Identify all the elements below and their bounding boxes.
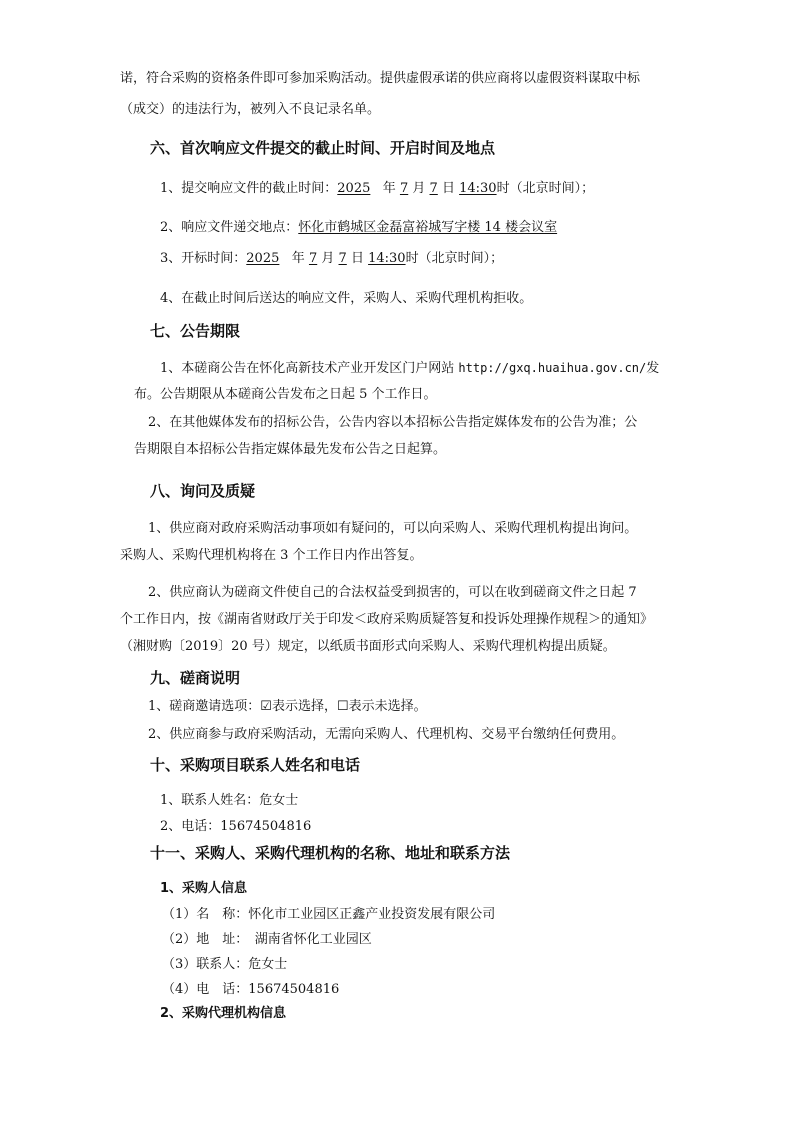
s8-item-2b: 个工作日内，按《湖南省财政厅关于印发＜政府采购质疑答复和投诉处理操作规程＞的通知》 bbox=[120, 612, 654, 627]
section-10-title: 十、采购项目联系人姓名和电话 bbox=[150, 756, 361, 774]
s6-item-3: 3、开标时间：2025 年 7 月 7 日 14:30时（北京时间）； bbox=[160, 251, 504, 266]
s8-item-1a: 1、供应商对政府采购活动事项如有疑问的，可以向采购人、采购代理机构提出询问。 bbox=[148, 521, 638, 536]
section-9-title: 九、磋商说明 bbox=[150, 669, 241, 687]
s6-item-4: 4、在截止时间后送达的响应文件，采购人、采购代理机构拒收。 bbox=[160, 291, 533, 306]
s11-subtitle-1: 1、采购人信息 bbox=[160, 881, 248, 896]
s6-i3-time: 14:30 bbox=[368, 251, 406, 266]
section-8-title: 八、询问及质疑 bbox=[150, 482, 256, 500]
unchecked-box-icon: ☐ bbox=[336, 699, 349, 714]
s10-item-1: 1、联系人姓名：危女士 bbox=[160, 793, 299, 808]
s6-i1-month: 7 bbox=[399, 181, 409, 196]
intro-line-2: （成交）的违法行为，被列入不良记录名单。 bbox=[120, 102, 381, 117]
s6-i1-time: 14:30 bbox=[459, 181, 497, 196]
s6-i3-day: 7 bbox=[338, 251, 347, 266]
s6-i1-year: 2025 bbox=[337, 181, 371, 196]
checked-box-icon: ☑ bbox=[260, 699, 272, 714]
s8-item-1b: 采购人、采购代理机构将在 3 个工作日内作出答复。 bbox=[120, 548, 423, 563]
s11-purchaser-phone: （4）电 话：15674504816 bbox=[162, 982, 340, 997]
s7-item-2b: 告期限自本招标公告指定媒体最先发布公告之日起算。 bbox=[134, 442, 447, 457]
section-6-title: 六、首次响应文件提交的截止时间、开启时间及地点 bbox=[150, 139, 496, 157]
s6-item-2: 2、响应文件递交地点：怀化市鹤城区金磊富裕城写字楼 14 楼会议室 bbox=[160, 220, 558, 235]
s6-i3-month: 7 bbox=[308, 251, 318, 266]
s6-i1-day: 7 bbox=[429, 181, 438, 196]
s6-i3-year: 2025 bbox=[246, 251, 280, 266]
s7-item-1b: 布。公告期限从本磋商公告发布之日起 5 个工作日。 bbox=[134, 387, 437, 402]
s6-i2-place: 怀化市鹤城区金磊富裕城写字楼 14 楼会议室 bbox=[298, 220, 558, 235]
s11-subtitle-2: 2、采购代理机构信息 bbox=[160, 1006, 287, 1021]
s7-item-2a: 2、在其他媒体发布的招标公告，公告内容以本招标公告指定媒体发布的公告为准；公 bbox=[148, 415, 638, 430]
section-11-title: 十一、采购人、采购代理机构的名称、地址和联系方法 bbox=[150, 844, 511, 862]
s8-item-2c: （湘财购〔2019〕20 号）规定，以纸质书面形式向采购人、采购代理机构提出质疑。 bbox=[120, 639, 616, 654]
section-7-title: 七、公告期限 bbox=[150, 322, 241, 340]
s9-item-2: 2、供应商参与政府采购活动，无需向采购人、代理机构、交易平台缴纳任何费用。 bbox=[148, 727, 625, 742]
s11-purchaser-name: （1）名 称：怀化市工业园区正鑫产业投资发展有限公司 bbox=[162, 907, 496, 922]
s10-item-2: 2、电话：15674504816 bbox=[160, 819, 312, 834]
portal-url: http://gxq.huaihua.gov.cn/ bbox=[458, 361, 647, 375]
s9-item-1: 1、磋商邀请选项：☑表示选择，☐表示未选择。 bbox=[148, 699, 427, 714]
s8-item-2a: 2、供应商认为磋商文件使自己的合法权益受到损害的，可以在收到磋商文件之日起 7 bbox=[148, 585, 637, 600]
intro-line-1: 诺，符合采购的资格条件即可参加采购活动。提供虚假承诺的供应商将以虚假资料谋取中标 bbox=[120, 71, 641, 86]
s6-item-1: 1、提交响应文件的截止时间：2025 年 7 月 7 日 14:30时（北京时间）； bbox=[160, 181, 595, 196]
s11-purchaser-contact: （3）联系人：危女士 bbox=[162, 957, 288, 972]
s11-purchaser-address: （2）地 址： 湖南省怀化工业园区 bbox=[162, 932, 372, 947]
s7-item-1a: 1、本磋商公告在怀化高新技术产业开发区门户网站 http://gxq.huaihua.gov.cn/发 bbox=[160, 361, 660, 376]
